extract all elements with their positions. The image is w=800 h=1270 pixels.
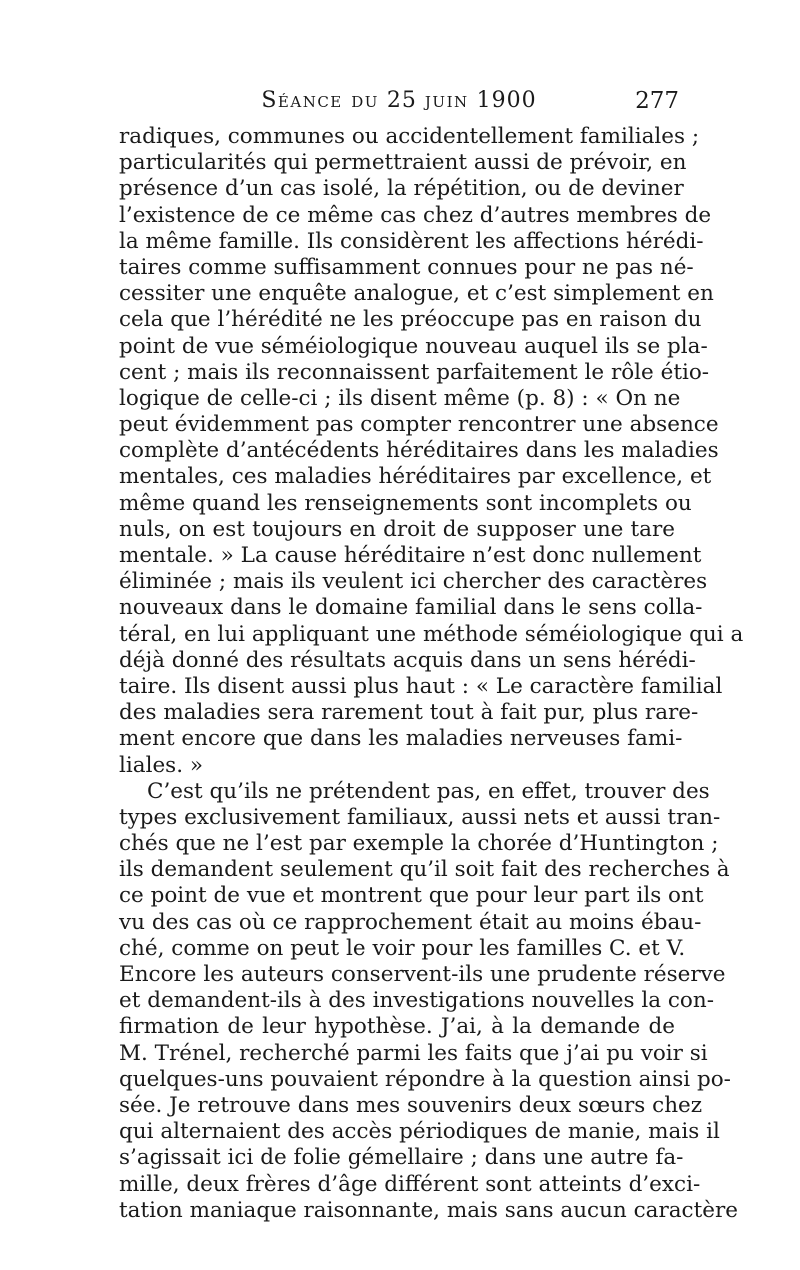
running-title-prefix: Séance du xyxy=(261,88,379,113)
text-line: quelques-uns pouvaient répondre à la question ainsi po- xyxy=(119,1066,731,1092)
text-line: ment encore que dans les maladies nerveuses fami- xyxy=(119,726,683,752)
text-line: présence d’un cas isolé, la répétition, ou de deviner xyxy=(119,176,684,202)
text-line: taires comme suffisamment connues pour ne pas né- xyxy=(119,254,694,280)
body-text xyxy=(119,124,744,1224)
text-line: même quand les renseignements sont incomplets ou xyxy=(119,490,692,516)
text-line: cessiter une enquête analogue, et c’est simplement en xyxy=(119,281,714,307)
running-head xyxy=(119,88,679,118)
text-line: l’existence de ce même cas chez d’autres membres de xyxy=(119,202,712,228)
running-title-year: 1900 xyxy=(476,88,537,113)
text-line: logique de celle-ci ; ils disent même (p. 8) : « On ne xyxy=(119,385,681,411)
text-line: nuls, on est toujours en droit de supposer une tare xyxy=(119,516,675,542)
text-line: éliminée ; mais ils veulent ici chercher des caractères xyxy=(119,569,708,595)
text-line: la même famille. Ils considèrent les affections hérédi- xyxy=(119,228,704,254)
text-line: et demandent-ils à des investigations nouvelles la con- xyxy=(119,988,714,1014)
text-line: types exclusivement familiaux, aussi nets et aussi tran- xyxy=(119,804,721,830)
text-line: radiques, communes ou accidentellement familiales ; xyxy=(119,124,700,149)
text-line: tation maniaque raisonnante, mais sans aucun caractère xyxy=(119,1197,738,1223)
text-line: peut évidemment pas compter rencontrer une absence xyxy=(119,412,719,438)
text-line: ce point de vue et montrent que pour leur part ils ont xyxy=(119,883,704,909)
text-line: ils demandent seulement qu’il soit fait des recherches à xyxy=(119,857,730,883)
text-line: Encore les auteurs conservent-ils une prudente réserve xyxy=(119,962,726,987)
text-line: vu des cas où ce rapprochement était au moins ébau- xyxy=(119,909,702,935)
text-line: firmation de leur hypothèse. J’ai, à la demande de xyxy=(119,1014,675,1040)
text-line: sée. Je retrouve dans mes souvenirs deux sœurs chez xyxy=(119,1092,703,1118)
text-line: cent ; mais ils reconnaissent parfaitement le rôle étio- xyxy=(119,359,710,385)
paragraph-start-line: C’est qu’ils ne prétendent pas, en effet, trouver des xyxy=(147,778,710,804)
text-line: qui alternaient des accès périodiques de manie, mais il xyxy=(119,1119,720,1145)
running-title-month: juin xyxy=(424,88,469,113)
text-line: taire. Ils disent aussi plus haut : « Le caractère familial xyxy=(119,673,723,699)
text-line: liales. » xyxy=(119,752,204,778)
text-line: chés que ne l’est par exemple la chorée d’Huntington ; xyxy=(119,831,719,857)
text-line: des maladies sera rarement tout à fait pur, plus rare- xyxy=(119,700,699,726)
text-line: complète d’antécédents héréditaires dans les maladies xyxy=(119,438,719,464)
text-line: ché, comme on peut le voir pour les familles C. et V. xyxy=(119,935,686,961)
page-number: 277 xyxy=(635,88,679,114)
running-title xyxy=(119,88,679,113)
text-line: cela que l’hérédité ne les préoccupe pas en raison du xyxy=(119,307,702,333)
text-line: s’agissait ici de folie gémellaire ; dans une autre fa- xyxy=(119,1145,684,1171)
text-line: mentale. » La cause héréditaire n’est donc nullement xyxy=(119,543,702,568)
text-line: mille, deux frères d’âge différent sont atteints d’exci- xyxy=(119,1171,701,1197)
text-line: particularités qui permettraient aussi de prévoir, en xyxy=(119,150,687,176)
text-line: M. Trénel, recherché parmi les faits que j’ai pu voir si xyxy=(119,1040,708,1066)
text-line: nouveaux dans le domaine familial dans le sens colla- xyxy=(119,595,703,621)
text-line: téral, en lui appliquant une méthode séméiologique qui a xyxy=(119,621,744,647)
text-line: déjà donné des résultats acquis dans un sens hérédi- xyxy=(119,647,696,673)
text-line: mentales, ces maladies héréditaires par excellence, et xyxy=(119,464,712,490)
running-title-day: 25 xyxy=(386,88,417,113)
text-line: point de vue séméiologique nouveau auquel ils se pla- xyxy=(119,333,708,359)
